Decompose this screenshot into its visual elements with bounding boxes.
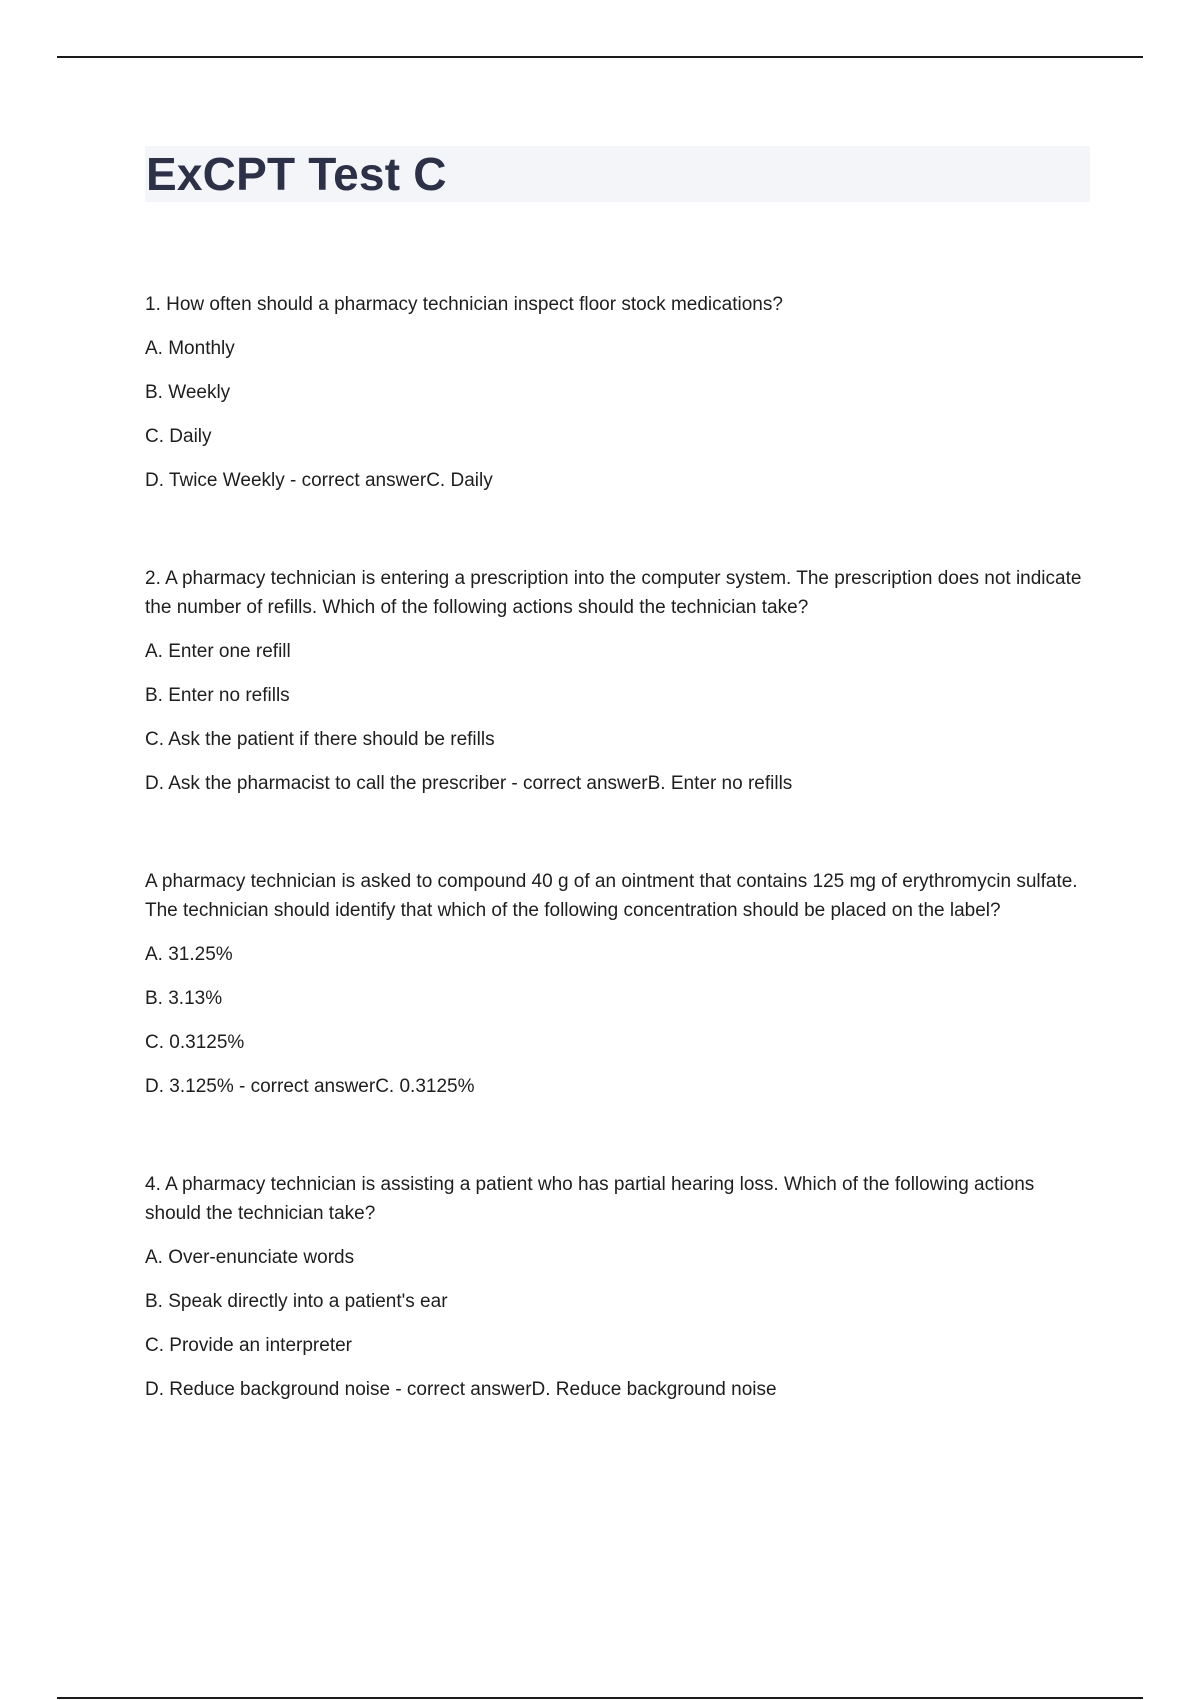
option-b: B. Speak directly into a patient's ear	[145, 1291, 448, 1312]
option-c: C. Daily	[145, 426, 212, 447]
question-text: 2. A pharmacy technician is entering a prescription into the computer system. The prescription does not indicate the number of refills. Which of the following actions should the technician take?	[145, 568, 1082, 618]
option-c: C. Provide an interpreter	[145, 1335, 352, 1356]
option-a: A. 31.25%	[145, 944, 233, 965]
header-rule	[57, 56, 1143, 58]
option-a: A. Monthly	[145, 338, 235, 359]
option-c: C. 0.3125%	[145, 1032, 245, 1053]
option-d-with-answer: D. Reduce background noise - correct answerD. Reduce background noise	[145, 1379, 777, 1400]
question-1	[145, 290, 1090, 495]
option-d-with-answer: D. Twice Weekly - correct answerC. Daily	[145, 470, 493, 491]
question-text: 1. How often should a pharmacy technician inspect floor stock medications?	[145, 294, 783, 315]
option-b: B. 3.13%	[145, 988, 223, 1009]
option-a: A. Over-enunciate words	[145, 1247, 355, 1268]
option-c: C. Ask the patient if there should be refills	[145, 729, 495, 750]
page-title: ExCPT Test C	[146, 148, 447, 200]
footer-rule	[57, 1697, 1143, 1699]
question-2	[145, 564, 1090, 798]
option-b: B. Enter no refills	[145, 685, 290, 706]
question-3	[145, 867, 1090, 1101]
question-list	[145, 290, 1090, 1404]
option-b: B. Weekly	[145, 382, 231, 403]
question-4	[145, 1170, 1090, 1404]
option-d-with-answer: D. Ask the pharmacist to call the prescriber - correct answerB. Enter no refills	[145, 773, 793, 794]
question-text: 4. A pharmacy technician is assisting a patient who has partial hearing loss. Which of the following actions should the technician take?	[145, 1174, 1035, 1224]
option-a: A. Enter one refill	[145, 641, 291, 662]
question-text: A pharmacy technician is asked to compound 40 g of an ointment that contains 125 mg of erythromycin sulfate. The technician should identify that which of the following concentration should be placed on the label?	[145, 871, 1078, 921]
option-d-with-answer: D. 3.125% - correct answerC. 0.3125%	[145, 1076, 475, 1097]
